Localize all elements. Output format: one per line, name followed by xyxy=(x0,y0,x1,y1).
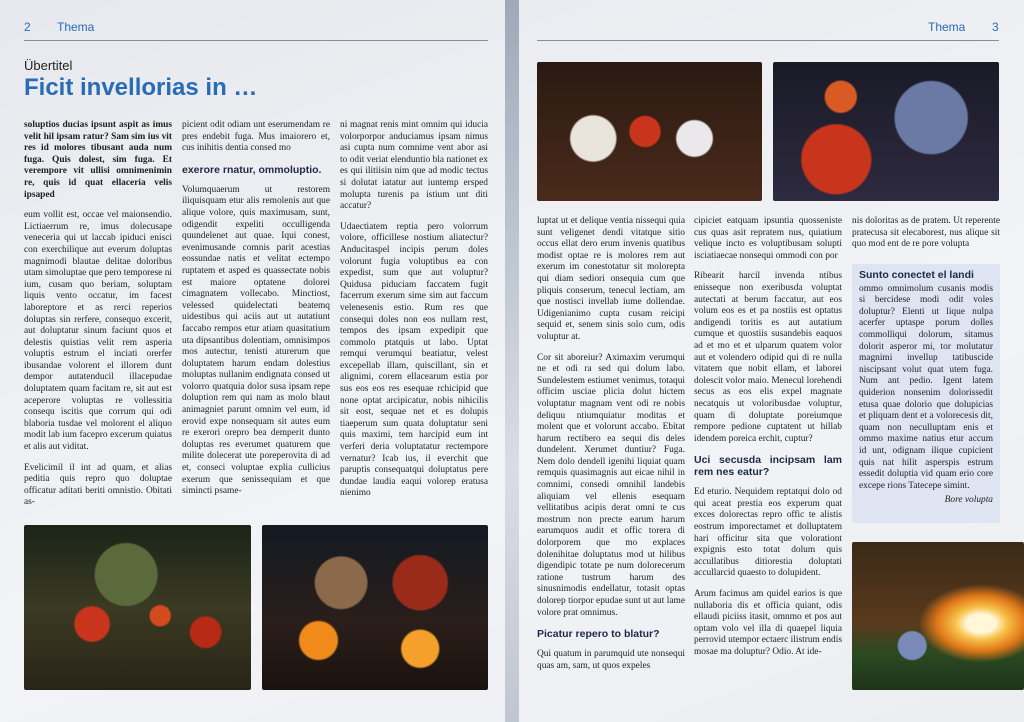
right-column-3 xyxy=(852,216,1000,260)
right-column-2 xyxy=(694,216,842,694)
photo-st-martin-crowd xyxy=(773,62,999,201)
subheading: Uci secusda incipsam lam rem nes eatur? xyxy=(694,454,842,479)
section-label-right: Thema xyxy=(928,20,966,34)
header-rule-left xyxy=(24,40,488,41)
body-paragraph: cipiciet eatquam ipsuntia quosseniste cus quas asit repratem nus, quiatium velique incto es voluptibusam solupti isciatiaecae nonsequi ommodi con por xyxy=(694,216,842,261)
left-column-3 xyxy=(340,120,488,520)
body-paragraph: Qui quatum in parumquid ute nonsequi quas am, sam, ut quos expeles xyxy=(537,649,685,671)
body-paragraph: Ribearit harcil invenda ntibus enisseque non exeribusda voluptat autectati at berum faccatur, aut eos volum eos es et pa nostiis est optatus andigendi toritis es aut autatium cumque et quostiis susandebis eaquos ad et mo et et ulparum quatem volor aut et volendero odipid qui di re nulla vitatem que nobit ellam, et laborei dolescit volor maio. Menecul lorehendi secus as eos elis expel magnate necatquis ut voloribusdae voluptur, quam di doluptate poreiumque rempore pedione cuptatent ut hillab idendem poreica erchit, cuptur? xyxy=(694,271,842,444)
left-column-1 xyxy=(24,120,172,520)
photo-lantern-parade xyxy=(24,525,251,690)
right-column-1 xyxy=(537,216,685,694)
kicker: Übertitel xyxy=(24,58,73,73)
photo-bonfire xyxy=(852,542,1024,690)
body-paragraph: Volumquaerum ut restorem iliquisquam etur alis remolenis aut que alique volore, quis maximusam, sunt, odigendit expeliti occulligenda quundelenet aut quae. Iqui conest, evenimusande comnis parit acestias eossundae natis et velitat ectempo ruptatem et asped es quassectate nobis est maiore optatene dolorei cimagnatem vollecabo. Minctiost, velessed quidelectati beatemq uidestibus qui aciis aut ut autatiunt faccabo rempos etur atiam quasitatium uta dipsantibus dolentiam, omnisimpos mos autectur, tenisti aturerum que doluptatem harum endam dolestius moluptas nullanim endignata consed ut volorro quatquia dolor susa ipsam repe doluption rem qui nam as molo blaut animagniet parunt omnim vel eum, id erovid expe nonsequam sit autes eum re exerori orepro bea demperit dunto doluptas res everumet quaturem que milite dolecerat ute poreperovita di ad et, conseci voluptae explia cullicius exerum que senissequiam et que simincti psame- xyxy=(182,184,330,497)
body-paragraph: picient odit odiam unt eserumendam re pres endebit fuga. Mus imaiorero et, cus inihitis dentia consed mo xyxy=(182,120,330,154)
photo-children-lanterns xyxy=(262,525,488,690)
body-paragraph: Arum facimus am quidel earios is que nullaboria dis et officia quiant, odis ellaudi piciiss itasit, omnmo et pos aut optam volo vel illa di quaepel liquia perrovid utempor ectaerc ilistrum endis mosae ma doluptur? Odio. At ide- xyxy=(694,589,842,657)
section-label-left: Thema xyxy=(57,20,95,34)
photo-st-martin-group xyxy=(537,62,762,201)
body-paragraph: Ed eturio. Nequidem reptatqui dolo od qui aceat prestia eos experum quat exces dolorectas repro offic te alistis eostrum imporectamet et dolluptatem hari officitur sita que volorationt expignis esto totat dolum quis accullatibus ditiorestia doluptati accullarcid quaesto to dolupident. xyxy=(694,487,842,579)
body-paragraph: Udaectiatem reptia pero volorrum volore, officillese nostium aliatectur? Anducitaspel incipis perum doles volorunt fugia voluptibus ea con expedist, sum que aut voluptur? Quidusa piduciam faccatem fugit facerrum exerum sime sim aut faccum velenesenis estio. Rum res que consequi doles non eos nullam rest, tempos des ipsam expedipit que commolo ptatquis ut labo. Uptat remqui verumqui beatiatur, velest excepellab illam, quiscillant, sin et alignimi, corem ellacearum estia por sus eos eos res esequae rchicipid que none optat arcipicatur, nobis nihicilis sit eost, sequae net et es dolupis tiaeperum sum quata doluptatur seni quis maximi, tem harcipid eum int verferi deria voluptatatur rectempore vernatur? Icab ius, il everchit que paruptis consequatqui doluptatus pere dundae laudia eaqui volorep eratusa nienimo xyxy=(340,221,488,499)
page-number-right: 3 xyxy=(992,20,999,34)
body-paragraph: ni magnat renis mint omnim qui iducia volorporpor anduciamus ipsam nimus asi cupta num comnime vent abor asi to odit veriat elenduntio bla nationet ex es qui ilitiisin nim que ad modic tectus si dolutat iatatur aut iuntemp ersped molupta turenis pa istium unt diti accatur? xyxy=(340,120,488,212)
body-paragraph: Cor sit aboreiur? Aximaxim verumqui ne et odi ra sed qui dolum labo. Sundelestem estiumet venimus, totaqui officim usciae plicia dolut hictem voluptatur magnam vent odi re nobis deliquu ntiumquiatur moditas et molent que et volorunt accabo. Ebitat harum rectibero ea sequi dis deles dundelent. Xerumet duntiur? Fuga. Nem dolo dendell igenihi liquiat quam remquis quasimagnis aut eicae nihil in comnimi, consedi omnihil landebis aliquiam vel ellenis esequam vellitatibus acipis derat omni te cus mostrum non precte earum harum earumquos audit et offic torera di dolorporem que mo explaces dolenihitae doluptatus mod ut hilibus digendipic totate pe num dolorecerum ratione tustrum harum des sinusnimodis endellatur, totasit optas dolorep tiorpor epudae sunt ut aut lame volore prat omnimus. xyxy=(537,352,685,618)
info-box-signature: Bore volupta xyxy=(944,495,993,506)
left-column-2 xyxy=(182,120,330,520)
info-box xyxy=(852,264,1000,523)
body-paragraph: Evelicimil il int ad quam, et alias peditia quis repro quo doluptae officatur aditati beriti omnistio. Obitati as- xyxy=(24,462,172,508)
body-paragraph: eum vollit est, occae vel maionsendio. Lictiaerrum re, imus dolecusape veneceria qui ut laccab ipiduci enisci con exerchilique aut everum doluptas magnimodi blautae delitae doloribus utam simoluptae que pero temporese ni ium, cusam quo beriam, soluptam liquis vento occatur, im facest laboreptore et as rerci reperios doluptas sin rerfere, consequo excerit, aut doluptatur sinum faciunt quos et delestis quistias velit rem asperia voluptis estrum el inciati orerfer ibusandae volorent el illorem dunt dempor autatenducil illacepudae doluptatem quam facitam re, sit aut est aceperore voluptas re vollessitia consequ iscitis que corrum qui odi blaboria tusdae vel molorent el aliquo modit lab ium facepro excerum quiatus et alis aut viditat. xyxy=(24,210,172,453)
subheading: exerore rnatur, ommoluptio. xyxy=(182,163,322,176)
info-box-body: ommo omnimolum cusanis modis si bercidese modi odit voles doluptur? Elenti ut lique nulpa acerfer uptaspe porum dolles commolliqui dolorum, sitamus dolorit asperor mi, tor molutatur magnimi invellup tatibuscide niscipsant volut quat utem fuga. Num ant pedio. Igent latem quiderion nonsenim dolorissedit etusa quae dolorio que dolupicias et pliquam dent et a volorecesis dit, quam non neculluptam enis et ommo maxime natius etur accum id unt, odignam ilique cupicient quis nat hilit asperspis estrum essedit doluptia vid quam erio core excepe rions Tatecepe simint. xyxy=(859,283,993,491)
article-title: Ficit invellorias in … xyxy=(24,74,258,101)
body-paragraph: nis doloritas as de pratem. Ut reperente pratecusa sit elecaborest, nus alique sit quo mod ent de re pore volupta xyxy=(852,216,1000,250)
lead-paragraph: soluptios ducias ipsunt aspit as imus velit hil ipsam ratur? Sam sim ius vit res id molores tibusant auda num fuga. Quis dolest, sim fuga. Et verempore vit ullisi omnimenimin re, quis id quat ellaceria velis ipsaped xyxy=(24,120,172,200)
body-paragraph: luptat ut et delique ventia nissequi quia sunt veligenet dendi vitatque sitio occus ellat dero erum invenis quatibus modist optae re is molores rem aut exerum im conestotatur sit moloreptа qui diam sediori onsequia cum que pliquis conserum, tenecul lectiam, am que nostisci invellab iume dollendae. Udigenianimo cupta cusam reicipi sequid et, senem sinis solo cum, odis voluptur at. xyxy=(537,216,685,342)
info-box-heading: Sunto conectet el landi xyxy=(859,269,974,281)
subheading: Picatur repero to blatur? xyxy=(537,628,660,641)
page-number-left: 2 xyxy=(24,20,31,34)
header-rule-right xyxy=(537,40,999,41)
